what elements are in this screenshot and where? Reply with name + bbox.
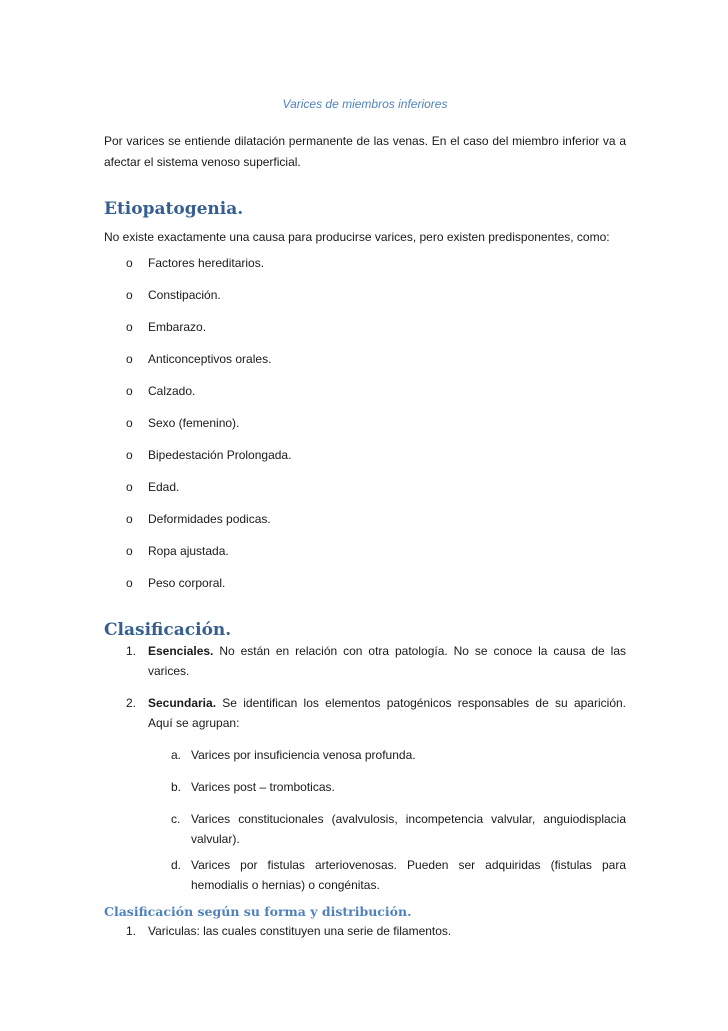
list-item-text: Calzado. [148, 384, 196, 398]
etiopatogenia-lead: No existe exactamente una causa para producirse varices, pero existen predisponentes, como: [104, 230, 610, 244]
list-item-text: Constipación. [148, 288, 221, 302]
heading-clasificacion: Clasificación. [104, 620, 232, 640]
bullet-mark: o [126, 288, 133, 302]
list-item-text: Embarazo. [148, 320, 207, 334]
list-item-text: Bipedestación Prolongada. [148, 448, 292, 462]
intro-paragraph: Por varices se entiende dilatación permanente de las venas. En el caso del miembro inferior va a afectar el sistema venoso superficial. [104, 134, 626, 169]
heading-forma-distribucion: Clasificación según su forma y distribución. [104, 904, 412, 919]
sub-list-letter: a. [171, 748, 182, 762]
list-item-text: Peso corporal. [148, 576, 226, 590]
bullet-mark: o [126, 576, 133, 590]
list-item-text [148, 641, 626, 681]
sub-list-letter: d. [171, 858, 182, 872]
list-item-text: Variculas: las cuales constituyen una serie de filamentos. [148, 924, 452, 938]
bullet-mark: o [126, 352, 133, 366]
list-number: 1. [126, 644, 137, 658]
bullet-mark: o [126, 480, 133, 494]
bullet-mark: o [126, 256, 133, 270]
bullet-mark: o [126, 384, 133, 398]
bullet-mark: o [126, 320, 133, 334]
heading-etiopatogenia: Etiopatogenia. [104, 199, 244, 219]
sub-list-item-text: Varices post – tromboticas. [191, 780, 335, 794]
list-item-body: No están en relación con otra patología. No se conoce la causa de las varices. [148, 644, 626, 678]
document-title: Varices de miembros inferiores [282, 97, 448, 111]
sub-list-item-text: Varices por fistulas arteriovenosas. Pueden ser adquiridas (fistulas para hemodialis o hernias) o congénitas. [191, 858, 626, 892]
sub-list-letter: b. [171, 780, 182, 794]
list-item-text: Factores hereditarios. [148, 256, 265, 270]
list-item-body: Se identifican los elementos patogénicos responsables de su aparición. Aquí se agrupan: [148, 696, 626, 730]
bullet-mark: o [126, 416, 133, 430]
sub-list-item-text: Varices constitucionales (avalvulosis, incompetencia valvular, anguiodisplacia valvular). [191, 812, 626, 846]
list-item-text: Ropa ajustada. [148, 544, 229, 558]
bullet-mark: o [126, 448, 133, 462]
bullet-mark: o [126, 544, 133, 558]
sub-list-item-text: Varices por insuficiencia venosa profunda. [191, 748, 416, 762]
list-number: 2. [126, 696, 137, 710]
list-item-text [148, 693, 626, 733]
list-number: 1. [126, 924, 137, 938]
list-item-term: Esenciales. [148, 644, 214, 658]
list-item-text: Anticonceptivos orales. [148, 352, 272, 366]
sub-list-letter: c. [171, 812, 181, 826]
list-item-term: Secundaria. [148, 696, 217, 710]
bullet-mark: o [126, 512, 133, 526]
list-item-text: Sexo (femenino). [148, 416, 240, 430]
list-item-text: Edad. [148, 480, 180, 494]
list-item-text: Deformidades podicas. [148, 512, 271, 526]
